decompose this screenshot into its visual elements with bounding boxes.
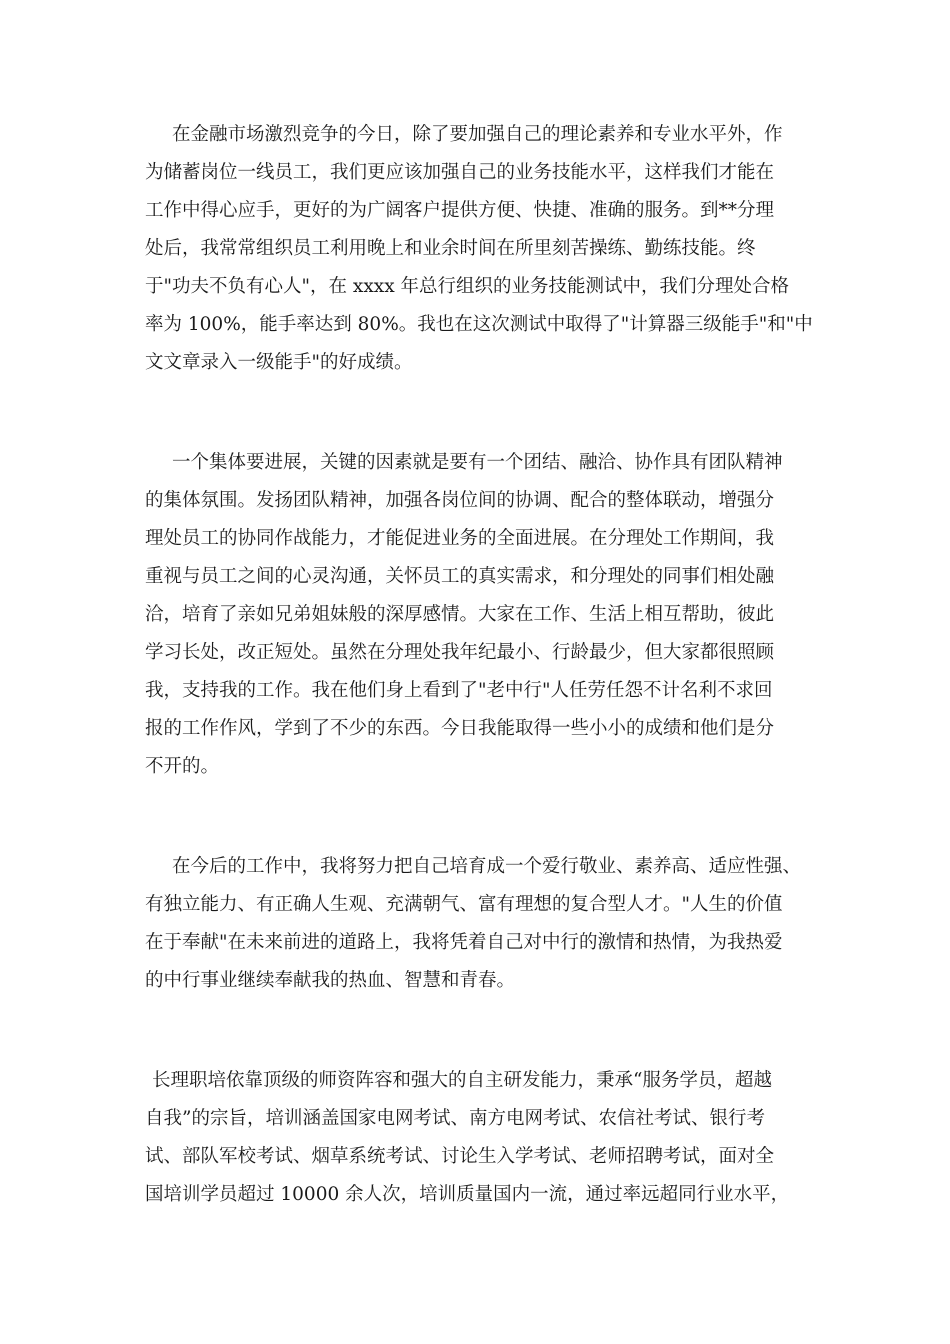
text-line: 理处员工的协同作战能力，才能促进业务的全面进展。在分理处工作期间，我 (145, 528, 775, 549)
text-line: 长理职培依靠顶级的师资阵容和强大的自主研发能力，秉承“服务学员，超越 (152, 1070, 772, 1091)
text-line: 在于奉献"在未来前进的道路上，我将凭着自己对中行的激情和热情，为我热爱 (145, 932, 783, 953)
text-line: 试、部队军校考试、烟草系统考试、讨论生入学考试、老师招聘考试，面对全 (145, 1146, 775, 1167)
text-line: 国培训学员超过 10000 余人次，培训质量国内一流，通过率远超同行业水平， (145, 1184, 790, 1205)
text-line: 不开的。 (145, 756, 220, 777)
text-line: 报的工作作风，学到了不少的东西。今日我能取得一些小小的成绩和他们是分 (145, 718, 775, 739)
text-line: 处后，我常常组织员工利用晚上和业余时间在所里刻苦操练、勤练技能。终 (145, 238, 756, 259)
text-line: 工作中得心应手，更好的为广阔客户提供方便、快捷、准确的服务。到**分理 (145, 200, 775, 221)
text-line: 有独立能力、有正确人生观、充满朝气、富有理想的复合型人才。"人生的价值 (145, 894, 783, 915)
text-line: 重视与员工之间的心灵沟通，关怀员工的真实需求，和分理处的同事们相处融 (145, 566, 775, 587)
text-line: 我，支持我的工作。我在他们身上看到了"老中行"人任劳任怨不计名利不求回 (145, 680, 773, 701)
text-line: 洽，培育了亲如兄弟姐妹般的深厚感情。大家在工作、生活上相互帮助，彼此 (145, 604, 775, 625)
text-line: 率为 100%，能手率达到 80%。我也在这次测试中取得了"计算器三级能手"和"中 (145, 314, 813, 335)
text-line: 自我”的宗旨，培训涵盖国家电网考试、南方电网考试、农信社考试、银行考 (145, 1108, 765, 1129)
text-line: 在今后的工作中，我将努力把自己培育成一个爱行敬业、素养高、适应性强、 (172, 856, 802, 877)
text-line: 为储蓄岗位一线员工，我们更应该加强自己的业务技能水平，这样我们才能在 (145, 162, 775, 183)
text-line: 一个集体要进展，关键的因素就是要有一个团结、融洽、协作具有团队精神 (172, 452, 783, 473)
text-line: 的集体氛围。发扬团队精神，加强各岗位间的协调、配合的整体联动，增强分 (145, 490, 775, 511)
text-line: 的中行事业继续奉献我的热血、智慧和青春。 (145, 970, 516, 991)
text-line: 于"功夫不负有心人"，在 xxxx 年总行组织的业务技能测试中，我们分理处合格 (145, 276, 790, 297)
text-line: 文文章录入一级能手"的好成绩。 (145, 352, 413, 373)
text-line: 在金融市场激烈竞争的今日，除了要加强自己的理论素养和专业水平外，作 (172, 124, 783, 145)
text-line: 学习长处，改正短处。虽然在分理处我年纪最小、行龄最少，但大家都很照顾 (145, 642, 775, 663)
